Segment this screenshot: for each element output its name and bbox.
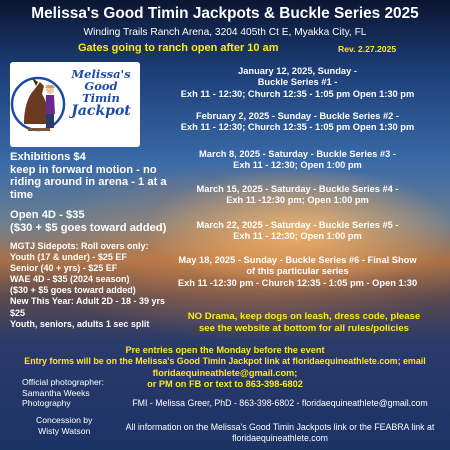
event-5-date: March 22, 2025 - Saturday - Buckle Series #5 - (196, 220, 399, 230)
exhibitions-line: riding around in arena - 1 at a (10, 176, 167, 189)
event-3-times: Exh 11 - 12:30; Open 1:00 pm (233, 160, 362, 171)
sidepot-line: Youth (17 & under) - $25 EF (10, 252, 127, 263)
sidepot-line: ($30 + $5 goes toward added) (10, 285, 136, 296)
website-line: floridaequineathlete.com (232, 432, 328, 443)
event-6-note: of this particular series (246, 266, 349, 277)
photographer-line: Samantha Weeks (22, 387, 90, 398)
event-1-date: January 12, 2025, Sunday - (238, 66, 357, 76)
exhibitions-line: Exhibitions $4 (10, 151, 86, 163)
photographer-line: Official photographer: (22, 377, 105, 387)
event-4-date: March 15, 2025 - Saturday - Buckle Series #4 - (196, 184, 399, 194)
concession-line: Wisty Watson (38, 425, 91, 436)
pre-entries-line: Entry forms will be on the Melissa's Good Timin Jackpot link at floridaequineathlete.com; email (24, 356, 426, 367)
pre-entries-line: Pre entries open the Monday before the event (125, 345, 325, 355)
photographer-line: Photography (22, 398, 71, 409)
pre-entries-line: floridaequineathlete@gmail.com; (152, 367, 298, 378)
concession-credit (36, 415, 92, 436)
event-6-date: May 18, 2025 - Sunday - Buckle Series #6 - Final Show (178, 255, 417, 265)
event-6-times: Exh 11 -12:30 pm - Church 12:35 - 1:05 pm - Open 1:30 (177, 277, 418, 288)
flyer-title: Melissa's Good Timin Jackpots & Buckle Series 2025 (31, 5, 419, 22)
event-3-date: March 8, 2025 - Saturday - Buckle Series #3 - (199, 149, 396, 159)
logo-line-1: Melissa's (71, 67, 131, 81)
concession-line: Concession by (36, 415, 93, 425)
contact-info: FMI - Melissa Greer, PhD - 863-398-6802 - floridaequineathlete@gmail.com (132, 398, 428, 408)
logo-line-3: Jackpot (71, 103, 131, 120)
exhibitions-info (10, 151, 167, 201)
sidepots-info (10, 241, 165, 330)
sidepot-line: Senior (40 + yrs) - $25 EF (10, 263, 118, 274)
website-line: All information on the Melissa's Good Timin Jackpots link or the FEABRA link at (125, 422, 435, 432)
event-2-times: Exh 11 - 12:30; Church 12:35 - 1:05 pm Open 1:30 pm (180, 122, 415, 133)
event-2-date: February 2, 2025 - Sunday - Buckle Series #2 - (195, 111, 400, 121)
gates-notice: Gates going to ranch open after 10 am (78, 42, 279, 54)
website-info (110, 422, 450, 443)
sidepot-line: $25 (10, 307, 26, 318)
jackpot-logo (10, 62, 140, 147)
logo-line-2: Good Timin (82, 79, 120, 106)
event-1-series: Buckle Series #1 - (257, 77, 338, 88)
rules-line: see the website at bottom for all rules/policies (198, 322, 410, 334)
photographer-credit (22, 377, 104, 409)
event-5 (145, 220, 450, 243)
horse-rider-icon (10, 64, 66, 146)
event-4 (145, 184, 450, 207)
sidepot-line: WAE 4D - $35 (2024 season) (10, 274, 130, 285)
rules-notice (160, 311, 448, 334)
revision-date: Rev. 2.27.2025 (338, 44, 397, 54)
sidepot-line: MGTJ Sidepots: Roll overs only: (10, 241, 149, 251)
exhibitions-line: time (10, 188, 34, 201)
exhibitions-line: keep in forward motion - no (10, 163, 157, 176)
event-4-times: Exh 11 -12:30 pm; Open 1:00 pm (226, 195, 369, 206)
event-1 (145, 66, 450, 100)
event-6 (145, 255, 450, 289)
pre-entries-line: or PM on FB or text to 863-398-6802 (147, 379, 303, 390)
event-5-times: Exh 11 - 12:30; Open 1:00 pm (233, 231, 362, 242)
sidepot-line: New This Year: Adult 2D - 18 - 39 yrs (10, 296, 166, 307)
event-2 (145, 111, 450, 134)
logo-wordmark (65, 68, 137, 119)
event-1-times: Exh 11 - 12:30; Church 12:35 - 1:05 pm Open 1:30 pm (180, 88, 415, 99)
rules-line: NO Drama, keep dogs on leash, dress code, please (187, 311, 421, 322)
venue-address: Winding Trails Ranch Arena, 3204 405th Ct E, Myakka City, FL (83, 27, 367, 38)
open-line: ($30 + $5 goes toward added) (10, 221, 167, 234)
sidepot-line: Youth, seniors, adults 1 sec split (10, 318, 150, 329)
open-4d-info (10, 209, 166, 234)
open-line: Open 4D - $35 (10, 209, 85, 221)
event-3 (145, 149, 450, 172)
